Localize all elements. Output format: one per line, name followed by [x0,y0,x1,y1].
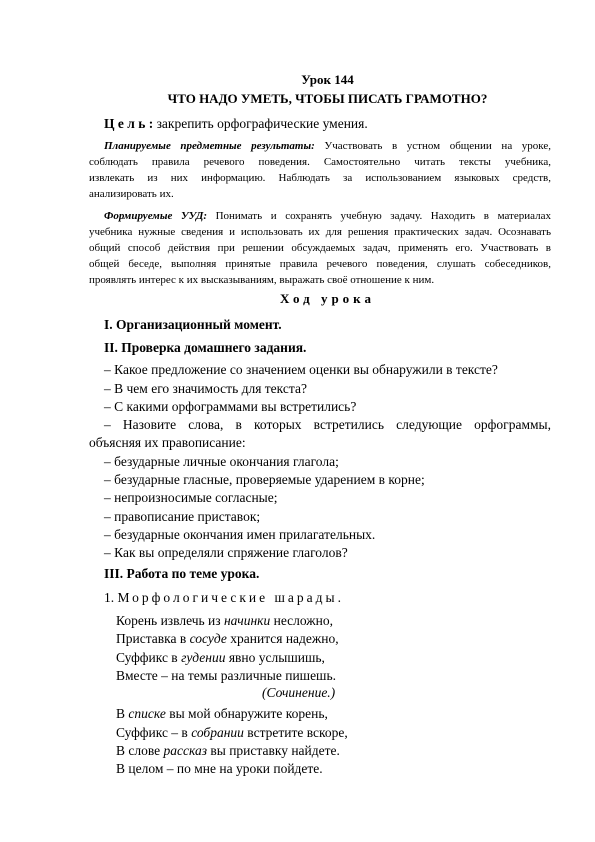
results-line-3: извлекать из них информацию. Наблюдать за использованием языковых средств, [89,172,551,184]
conjugation-question: – Как вы определяли спряжение глаголов? [104,545,348,560]
lesson-number: Урок 144 [301,72,354,87]
orthogram-5: – безударные окончания имен прилагательных. [104,527,376,542]
uud-line-4: общей беседе, выполняя принятые правила речевого поведения, слушать собеседников, [89,258,551,270]
orthogram-2: – безударные гласные, проверяемые ударением в корне; [104,472,425,487]
uud-label: Формируемые УУД: [104,210,207,222]
poem-1-line-1: Корень извлечь из начинки несложно, [116,613,333,628]
course-title: Ход урока [280,291,375,306]
poem-1-line-4: Вместе – на темы различные пишешь. [116,668,336,683]
uud-line-1 [104,211,551,222]
section-lesson-topic: III. Работа по теме урока. [104,566,260,581]
question-3: – С какими орфограммами вы встретились? [104,399,357,414]
orthogram-3: – непроизносимые согласные; [104,490,278,505]
uud-line-2: учебника нужные сведения и использовать их для решения практических задач. Осознавать [89,226,551,238]
question-2: – В чем его значимость для текста? [104,381,307,396]
poem-2-line-2: Суффикс – в собрании встретите вскоре, [116,725,348,740]
poem-1-line-3: Суффикс в гудении явно услышишь, [116,650,325,665]
orthogram-4: – правописание приставок; [104,509,261,524]
uud-text-1: Понимать и сохранять учебную задачу. Находить в материалах [207,210,551,222]
uud-line-5: проявлять интерес к их высказываниям, выражать своё отношение к ним. [89,274,435,286]
poem-1-line-2: Приставка в сосуде хранится надежно, [116,631,339,646]
lesson-title: ЧТО НАДО УМЕТЬ, ЧТОБЫ ПИСАТЬ ГРАМОТНО? [167,91,488,106]
task-1-number: 1. [104,590,115,605]
orthogram-1: – безударные личные окончания глагола; [104,454,339,469]
task-1-heading [104,591,551,605]
goal-label: Ц е л ь : [104,116,154,131]
results-text-1: Участвовать в устном общении на уроке, [314,140,552,152]
results-line-2: соблюдать правила речевого поведения. Самостоятельно читать тексты учебника, [89,156,551,168]
section-homework: II. Проверка домашнего задания. [104,340,307,355]
question-4: – Назовите слова, в которых встретились следующие орфограммы, [104,417,551,432]
results-line-4: анализировать их. [89,188,174,200]
poem-2-line-1: В списке вы мой обнаружите корень, [116,706,328,721]
poem-2-line-3: В слове рассказ вы приставку найдете. [116,743,340,758]
poem-2-line-4: В целом – по мне на уроки пойдете. [116,761,323,776]
results-label: Планируемые предметные результаты: [104,140,315,152]
uud-line-3: общий способ действия при решении обсуждаемых задач, применять его. Участвовать в [89,242,551,254]
question-1: – Какое предложение со значением оценки вы обнаружили в тексте? [104,362,498,377]
answer-1: (Сочинение.) [262,685,336,700]
question-4-cont: объясняя их правописание: [89,435,246,450]
goal-text: закрепить орфографические умения. [153,116,368,131]
results-line-1 [104,141,551,152]
goal-line [104,117,551,131]
task-1-title: Морфологические шарады. [117,590,344,605]
section-organizational: I. Организационный момент. [104,317,282,332]
